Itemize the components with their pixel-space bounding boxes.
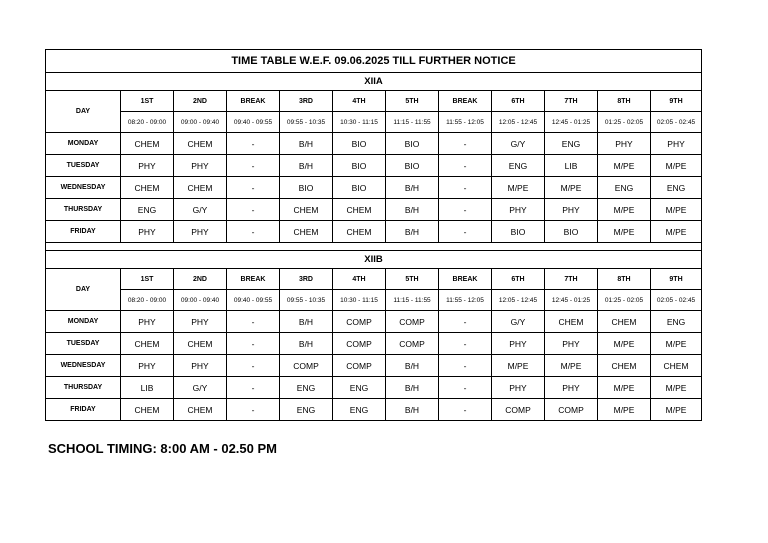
section-spacer xyxy=(46,243,702,251)
period-label: BREAK xyxy=(439,91,492,112)
subject-cell: PHY xyxy=(492,199,545,221)
subject-cell: M/PE xyxy=(651,221,702,243)
subject-cell: M/PE xyxy=(598,399,651,421)
day-row xyxy=(46,333,702,355)
day-row xyxy=(46,355,702,377)
subject-cell: BIO xyxy=(333,133,386,155)
period-time: 09:55 - 10:35 xyxy=(280,290,333,311)
subject-cell: CHEM xyxy=(174,177,227,199)
subject-cell: - xyxy=(439,177,492,199)
subject-cell: PHY xyxy=(492,333,545,355)
subject-cell: COMP xyxy=(386,311,439,333)
period-label: BREAK xyxy=(227,269,280,290)
period-label: BREAK xyxy=(439,269,492,290)
subject-cell: - xyxy=(439,333,492,355)
subject-cell: PHY xyxy=(492,377,545,399)
subject-cell: M/PE xyxy=(598,199,651,221)
school-timing: SCHOOL TIMING: 8:00 AM - 02.50 PM xyxy=(48,441,277,456)
subject-cell: - xyxy=(227,133,280,155)
day-label: WEDNESDAY xyxy=(46,355,121,377)
subject-cell: M/PE xyxy=(492,177,545,199)
subject-cell: B/H xyxy=(280,133,333,155)
subject-cell: B/H xyxy=(386,199,439,221)
subject-cell: M/PE xyxy=(545,177,598,199)
subject-cell: BIO xyxy=(333,155,386,177)
day-row xyxy=(46,155,702,177)
subject-cell: LIB xyxy=(545,155,598,177)
subject-cell: ENG xyxy=(651,177,702,199)
subject-cell: ENG xyxy=(492,155,545,177)
subject-cell: B/H xyxy=(386,377,439,399)
period-label: 5TH xyxy=(386,269,439,290)
period-time: 12:05 - 12:45 xyxy=(492,112,545,133)
subject-cell: B/H xyxy=(386,177,439,199)
subject-cell: COMP xyxy=(492,399,545,421)
day-row xyxy=(46,177,702,199)
subject-cell: CHEM xyxy=(333,221,386,243)
page-title: TIME TABLE W.E.F. 09.06.2025 TILL FURTHER NOTICE xyxy=(46,50,702,73)
period-time: 08:20 - 09:00 xyxy=(121,290,174,311)
day-row xyxy=(46,199,702,221)
subject-cell: COMP xyxy=(333,311,386,333)
subject-cell: B/H xyxy=(386,355,439,377)
subject-cell: M/PE xyxy=(651,377,702,399)
period-label: 4TH xyxy=(333,269,386,290)
subject-cell: BIO xyxy=(386,155,439,177)
period-label: 8TH xyxy=(598,91,651,112)
subject-cell: - xyxy=(227,221,280,243)
subject-cell: ENG xyxy=(545,133,598,155)
period-label: 6TH xyxy=(492,269,545,290)
subject-cell: - xyxy=(227,333,280,355)
subject-cell: - xyxy=(227,311,280,333)
period-label: 3RD xyxy=(280,269,333,290)
subject-cell: PHY xyxy=(545,333,598,355)
period-label: 7TH xyxy=(545,91,598,112)
period-label: 7TH xyxy=(545,269,598,290)
subject-cell: CHEM xyxy=(121,333,174,355)
timetable xyxy=(45,49,702,421)
period-time: 11:15 - 11:55 xyxy=(386,290,439,311)
period-time: 02:05 - 02:45 xyxy=(651,290,702,311)
subject-cell: CHEM xyxy=(598,311,651,333)
subject-cell: CHEM xyxy=(280,199,333,221)
subject-cell: - xyxy=(439,377,492,399)
subject-cell: BIO xyxy=(545,221,598,243)
time-row xyxy=(46,290,702,311)
subject-cell: B/H xyxy=(386,399,439,421)
period-time: 09:40 - 09:55 xyxy=(227,112,280,133)
subject-cell: G/Y xyxy=(492,133,545,155)
period-time: 02:05 - 02:45 xyxy=(651,112,702,133)
subject-cell: - xyxy=(439,133,492,155)
subject-cell: PHY xyxy=(121,355,174,377)
timetable-body xyxy=(46,50,702,421)
period-time: 12:45 - 01:25 xyxy=(545,112,598,133)
subject-cell: PHY xyxy=(174,311,227,333)
day-label: TUESDAY xyxy=(46,333,121,355)
subject-cell: CHEM xyxy=(121,177,174,199)
period-label: 2ND xyxy=(174,269,227,290)
title-row xyxy=(46,50,702,73)
subject-cell: G/Y xyxy=(492,311,545,333)
day-label: MONDAY xyxy=(46,133,121,155)
subject-cell: - xyxy=(439,155,492,177)
subject-cell: G/Y xyxy=(174,199,227,221)
subject-cell: ENG xyxy=(598,177,651,199)
subject-cell: BIO xyxy=(492,221,545,243)
subject-cell: - xyxy=(227,355,280,377)
subject-cell: PHY xyxy=(174,155,227,177)
period-label: 6TH xyxy=(492,91,545,112)
period-time: 09:40 - 09:55 xyxy=(227,290,280,311)
subject-cell: PHY xyxy=(121,311,174,333)
period-time: 01:25 - 02:05 xyxy=(598,112,651,133)
subject-cell: COMP xyxy=(545,399,598,421)
spacer-cell xyxy=(46,243,702,251)
subject-cell: - xyxy=(227,155,280,177)
subject-cell: CHEM xyxy=(121,399,174,421)
subject-cell: BIO xyxy=(333,177,386,199)
subject-cell: B/H xyxy=(280,311,333,333)
subject-cell: - xyxy=(227,399,280,421)
period-header-row xyxy=(46,269,702,290)
subject-cell: ENG xyxy=(333,399,386,421)
subject-cell: ENG xyxy=(280,377,333,399)
period-label: 9TH xyxy=(651,269,702,290)
subject-cell: M/PE xyxy=(598,221,651,243)
subject-cell: CHEM xyxy=(174,399,227,421)
subject-cell: - xyxy=(227,177,280,199)
day-label: FRIDAY xyxy=(46,221,121,243)
subject-cell: ENG xyxy=(121,199,174,221)
subject-cell: B/H xyxy=(280,333,333,355)
subject-cell: M/PE xyxy=(598,333,651,355)
day-label: WEDNESDAY xyxy=(46,177,121,199)
subject-cell: G/Y xyxy=(174,377,227,399)
subject-cell: M/PE xyxy=(651,333,702,355)
period-time: 01:25 - 02:05 xyxy=(598,290,651,311)
subject-cell: M/PE xyxy=(651,155,702,177)
period-label: 9TH xyxy=(651,91,702,112)
subject-cell: - xyxy=(439,355,492,377)
subject-cell: ENG xyxy=(280,399,333,421)
subject-cell: COMP xyxy=(333,333,386,355)
period-label: 2ND xyxy=(174,91,227,112)
time-row xyxy=(46,112,702,133)
day-header: DAY xyxy=(46,91,121,133)
day-row xyxy=(46,311,702,333)
subject-cell: PHY xyxy=(545,199,598,221)
period-time: 09:00 - 09:40 xyxy=(174,290,227,311)
subject-cell: M/PE xyxy=(598,155,651,177)
subject-cell: M/PE xyxy=(651,399,702,421)
subject-cell: CHEM xyxy=(651,355,702,377)
day-label: TUESDAY xyxy=(46,155,121,177)
day-label: THURSDAY xyxy=(46,199,121,221)
subject-cell: BIO xyxy=(386,133,439,155)
subject-cell: COMP xyxy=(280,355,333,377)
period-time: 09:00 - 09:40 xyxy=(174,112,227,133)
subject-cell: LIB xyxy=(121,377,174,399)
subject-cell: - xyxy=(227,199,280,221)
day-label: FRIDAY xyxy=(46,399,121,421)
subject-cell: PHY xyxy=(121,155,174,177)
subject-cell: M/PE xyxy=(545,355,598,377)
subject-cell: PHY xyxy=(121,221,174,243)
section-header-row xyxy=(46,73,702,91)
subject-cell: B/H xyxy=(386,221,439,243)
subject-cell: - xyxy=(227,377,280,399)
day-label: MONDAY xyxy=(46,311,121,333)
subject-cell: ENG xyxy=(333,377,386,399)
section-name: XIIB xyxy=(46,251,702,269)
subject-cell: PHY xyxy=(174,221,227,243)
period-time: 10:30 - 11:15 xyxy=(333,290,386,311)
subject-cell: PHY xyxy=(598,133,651,155)
subject-cell: PHY xyxy=(545,377,598,399)
day-label: THURSDAY xyxy=(46,377,121,399)
day-row xyxy=(46,133,702,155)
subject-cell: CHEM xyxy=(598,355,651,377)
period-time: 11:55 - 12:05 xyxy=(439,290,492,311)
subject-cell: - xyxy=(439,399,492,421)
subject-cell: CHEM xyxy=(121,133,174,155)
subject-cell: M/PE xyxy=(492,355,545,377)
period-time: 08:20 - 09:00 xyxy=(121,112,174,133)
subject-cell: M/PE xyxy=(598,377,651,399)
period-time: 12:45 - 01:25 xyxy=(545,290,598,311)
subject-cell: ENG xyxy=(651,311,702,333)
day-row xyxy=(46,377,702,399)
subject-cell: CHEM xyxy=(333,199,386,221)
period-time: 09:55 - 10:35 xyxy=(280,112,333,133)
section-name: XIIA xyxy=(46,73,702,91)
day-header: DAY xyxy=(46,269,121,311)
subject-cell: B/H xyxy=(280,155,333,177)
subject-cell: M/PE xyxy=(651,199,702,221)
period-label: 3RD xyxy=(280,91,333,112)
subject-cell: CHEM xyxy=(174,333,227,355)
period-time: 12:05 - 12:45 xyxy=(492,290,545,311)
period-time: 10:30 - 11:15 xyxy=(333,112,386,133)
period-time: 11:55 - 12:05 xyxy=(439,112,492,133)
subject-cell: CHEM xyxy=(545,311,598,333)
subject-cell: CHEM xyxy=(280,221,333,243)
subject-cell: PHY xyxy=(174,355,227,377)
section-header-row xyxy=(46,251,702,269)
period-label: 4TH xyxy=(333,91,386,112)
period-time: 11:15 - 11:55 xyxy=(386,112,439,133)
subject-cell: COMP xyxy=(333,355,386,377)
period-header-row xyxy=(46,91,702,112)
subject-cell: PHY xyxy=(651,133,702,155)
subject-cell: COMP xyxy=(386,333,439,355)
period-label: 1ST xyxy=(121,269,174,290)
period-label: 5TH xyxy=(386,91,439,112)
day-row xyxy=(46,221,702,243)
subject-cell: CHEM xyxy=(174,133,227,155)
period-label: 1ST xyxy=(121,91,174,112)
period-label: 8TH xyxy=(598,269,651,290)
subject-cell: - xyxy=(439,199,492,221)
day-row xyxy=(46,399,702,421)
subject-cell: BIO xyxy=(280,177,333,199)
subject-cell: - xyxy=(439,311,492,333)
subject-cell: - xyxy=(439,221,492,243)
period-label: BREAK xyxy=(227,91,280,112)
